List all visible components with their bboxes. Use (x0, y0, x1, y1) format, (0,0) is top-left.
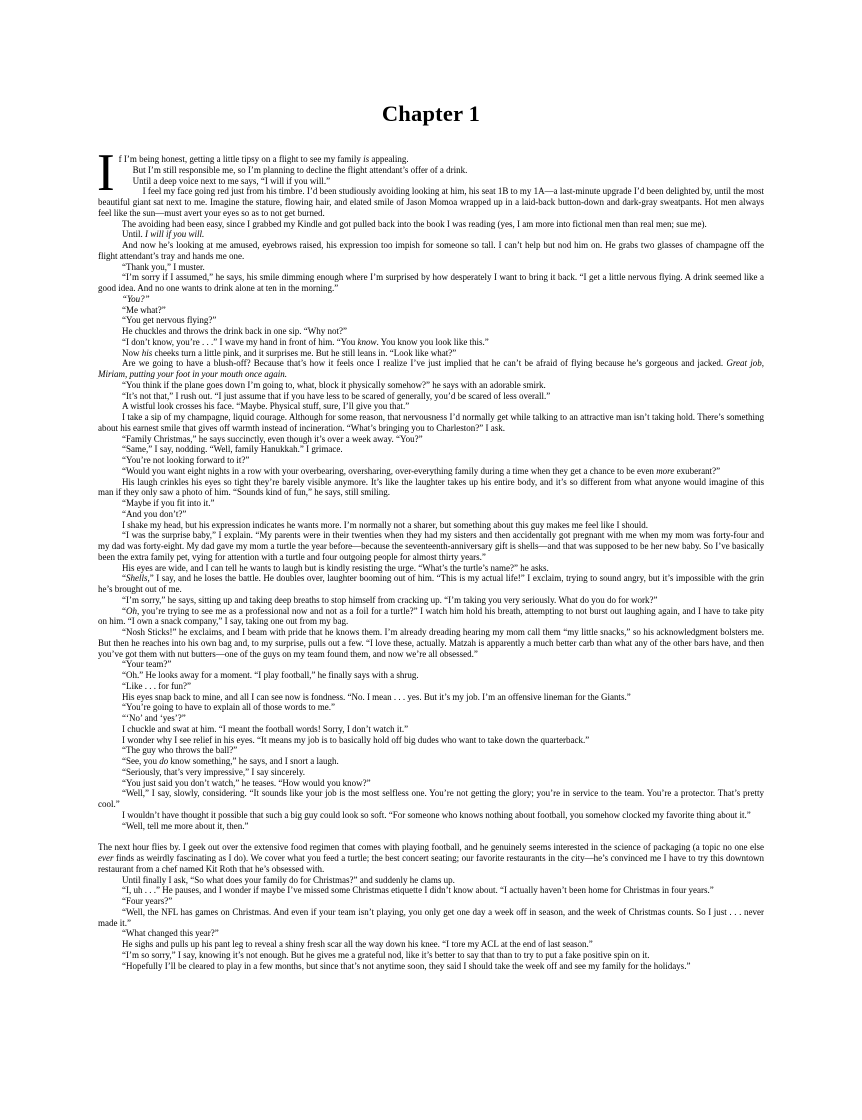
paragraph: His eyes snap back to mine, and all I can see now is fondness. “No. I mean . . . yes. But it’s my job. I’m an offensive lineman for the Giants.” (122, 691, 631, 702)
paragraph: His eyes are wide, and I can tell he wants to laugh but is kindly resisting the urge. “What’s the turtle’s name?” he asks. (122, 562, 549, 573)
paragraph: “See, you do know something,” he says, and I snort a laugh. (122, 756, 339, 766)
drop-cap-letter: I (97, 144, 115, 202)
paragraph: “Same,” I say, nodding. “Well, family Hanukkah.” I grimace. (122, 444, 343, 455)
paragraph: “I don’t know, you’re . . .” I wave my hand in front of him. “You know. You know you look like this.” (122, 336, 489, 347)
paragraph: “Nosh Sticks!” he exclaims, and I beam with pride that he knows them. I’m already dreading hearing my mom call them “my little snacks,” so his acknowledgment bolsters me. But then he reaches into his own bag and, to my surprise, pulls out a few. “I love these, actually. Matzah is apparently a much better carb than what any of the other bars have, and then you’ve got them with nut butters—one of the guys on my team found them, and now we’re all obsessed.” (98, 627, 764, 659)
paragraph: “Well, tell me more about it, then.” (122, 820, 249, 831)
paragraph: “I, uh . . .” He pauses, and I wonder if maybe I’ve missed some Christmas etiquette I didn’t know about. “I actually haven’t been home for Christmas in four years.” (122, 885, 714, 896)
paragraph: Until. I will if you will. (122, 229, 205, 240)
paragraph: If I’m being honest, getting a little tipsy on a flight to see my family is appealing. (97, 144, 409, 202)
paragraph: “You?” (122, 293, 150, 304)
paragraph: A wistful look crosses his face. “Maybe. Physical stuff, sure, I’ll give you that.” (122, 401, 410, 412)
paragraph: “Maybe if you fit into it.” (122, 498, 215, 508)
paragraph: “Family Christmas,” he says succinctly, even though it’s over a week away. “You?” (122, 433, 423, 444)
paragraph: “And you don’t?” (122, 508, 187, 519)
paragraph: “Me what?” (122, 304, 166, 315)
paragraph: Until finally I ask, “So what does your family do for Christmas?” and suddenly he clams up. (122, 874, 455, 885)
paragraph: “Seriously, that’s very impressive,” I say sincerely. (122, 766, 306, 777)
paragraph: I wonder why I see relief in his eyes. “It means my job is to basically hold off big dudes who want to take down the quarterback.” (122, 734, 590, 745)
paragraph: “The guy who throws the ball?” (122, 745, 238, 756)
paragraph: “Would you want eight nights in a row with your overbearing, oversharing, over-everything family during a time when they get a chance to be even more exuberant?” (122, 465, 721, 476)
paragraph: The avoiding had been easy, since I grabbed my Kindle and got pulled back into the book I was reading (yes, I am more into fictional men than real men; sue me). (122, 218, 707, 229)
paragraph: “Like . . . for fun?” (122, 680, 191, 691)
paragraph: “Thank you,” I muster. (122, 261, 205, 272)
paragraph: “I was the surprise baby,” I explain. “My parents were in their twenties when they had my sisters and then accidentally got pregnant with me when my mom was forty-four and my dad was forty-eight. My dad gave my mom a turtle the year before—because the seventeenth-anniversary gift is shells—and that was supposed to be her new baby. So I’ve basically been the extra family pet, vying for attention with a turtle and four outgoing people for almost thirty years.” (98, 530, 764, 562)
paragraph: “What changed this year?” (122, 928, 219, 939)
paragraph: Now his cheeks turn a little pink, and it surprises me. But he still leans in. “Look like what?” (122, 347, 457, 358)
paragraph: “‘No’ and ‘yes’?” (122, 713, 186, 723)
paragraph: “You’re not looking forward to it?” (122, 455, 250, 465)
paragraph: He chuckles and throws the drink back in one sip. “Why not?” (122, 326, 347, 336)
paragraph: “Oh.” He looks away for a moment. “I play football,” he finally says with a shrug. (122, 670, 419, 680)
paragraph: “Oh, you’re trying to see me as a professional now and not as a foil for a turtle?” I watch him hold his breath, attempting to not burst out laughing again, and I have to take pity on him. “I own a snack company,” I say, taking one out from my bag. (98, 605, 764, 627)
paragraph: “You think if the plane goes down I’m going to, what, block it physically somehow?” he says with an adorable smirk. (122, 379, 546, 390)
paragraph: I feel my face going red just from his timbre. I’d been studiously avoiding looking at him, his seat 1B to my 1A—a last-minute upgrade I’d been delighted by, until the most beautiful giant sat next to me. Imagine the stature, flowing hair, and elated smile of Jason Momoa wrapped up in a laid-back button-down and dark-gray sweatpants. Hot men always feel like the sun—must avert your eyes so as to not get burned. (98, 186, 764, 218)
paragraph: “I’m sorry,” he says, sitting up and taking deep breaths to stop himself from cracking up. “I’m taking you very seriously. What do you do for work?” (122, 594, 658, 605)
paragraph: “You just said you don’t watch,” he teases. “How would you know?” (122, 777, 371, 788)
chapter-body (97, 144, 764, 971)
chapter-title: Chapter 1 (381, 101, 481, 126)
paragraph: The next hour flies by. I geek out over the extensive food regimen that comes with playing football, and he genuinely seems interested in the science of packaging (a topic no one else ever finds as weirdly fascinating as I do). We cover what you feed a turtle; the best concert seating; our favorite restaurants in the city—he’s convinced me I have to try this downtown restaurant from a chef named Kit Roth that he’s obsessed with. (98, 842, 764, 874)
paragraph: “Well,” I say, slowly, considering. “It sounds like your job is the most selfless one. You’re not getting the glory; you’re in service to the team. You’re a protector. That’s pretty cool.” (98, 788, 764, 809)
paragraph: “I’m sorry if I assumed,” he says, his smile dimming enough where I’m surprised by how desperately I want to bring it back. “I get a little nervous flying. A drink seemed like a good idea. And no one wants to drink alone at ten in the morning.” (98, 272, 764, 293)
paragraph: I take a sip of my champagne, liquid courage. Although for some reason, that nervousness I’d normally get while talking to an attractive man isn’t taking hold. There’s something about his earnest smile that gives off warmth instead of incineration. “What’s bringing you to Charleston?” I ask. (98, 412, 764, 433)
paragraph: “Four years?” (122, 896, 173, 906)
paragraph: I wouldn’t have thought it possible that such a big guy could look so soft. “For someone who knows nothing about football, you somehow clocked my favorite thing about it.” (122, 809, 751, 820)
paragraph: His laugh crinkles his eyes so tight they’re barely visible anymore. It’s like the laughter takes up his entire body, and it’s so different from what anyone would imagine of this man if they only saw a photo of him. “Sounds kind of fun,” he says, still smiling. (98, 476, 764, 498)
paragraph: “You’re going to have to explain all of those words to me.” (122, 702, 336, 713)
paragraph: Are we going to have a blush-off? Because that’s how it feels once I realize I’ve just implied that he can’t be afraid of flying because he’s gorgeous and jacked. Great job, Miriam, putting your foot in your mouth once again. (98, 358, 764, 379)
paragraph: He sighs and pulls up his pant leg to reveal a shiny fresh scar all the way down his knee. “I tore my ACL at the end of last season.” (122, 939, 593, 949)
paragraph: I shake my head, but his expression indicates he wants more. I’m normally not a sharer, but something about this guy makes me feel like I should. (122, 519, 649, 530)
paragraph: Until a deep voice next to me says, “I will if you will.” (132, 175, 331, 186)
paragraph: “Your team?” (122, 659, 172, 670)
paragraph: “Well, the NFL has games on Christmas. And even if your team isn’t playing, you only get one day a week off in season, and the week of Christmas counts. So I just . . . never made it.” (98, 906, 764, 928)
paragraph: “You get nervous flying?” (122, 315, 217, 326)
paragraph: “It’s not that,” I rush out. “I just assume that if you have less to be scared of generally, you’d be scared of less overall.” (122, 390, 551, 401)
paragraph: “Shells,” I say, and he loses the battle. He doubles over, laughter booming out of him. “This is my actual life!” I exclaim, trying to sound angry, but it’s impossible with the grin he’s brought out of me. (98, 573, 764, 594)
paragraph: “I’m so sorry,” I say, knowing it’s not enough. But he gives me a grateful nod, like it’s better to say that than to try to put a fake positive spin on it. (122, 949, 650, 960)
paragraph: “Hopefully I’ll be cleared to play in a few months, but since that’s not anytime soon, they said I should take the week off and see my family for the holidays.” (122, 960, 691, 971)
paragraph: And now he’s looking at me amused, eyebrows raised, his expression too impish for someone so tall. I can’t help but nod him on. He grabs two glasses of champagne off the flight attendant’s tray and hands me one. (98, 240, 764, 261)
paragraph: But I’m still responsible me, so I’m planning to decline the flight attendant’s offer of a drink. (132, 164, 468, 175)
paragraph: I chuckle and swat at him. “I meant the football words! Sorry, I don’t watch it.” (122, 723, 409, 734)
